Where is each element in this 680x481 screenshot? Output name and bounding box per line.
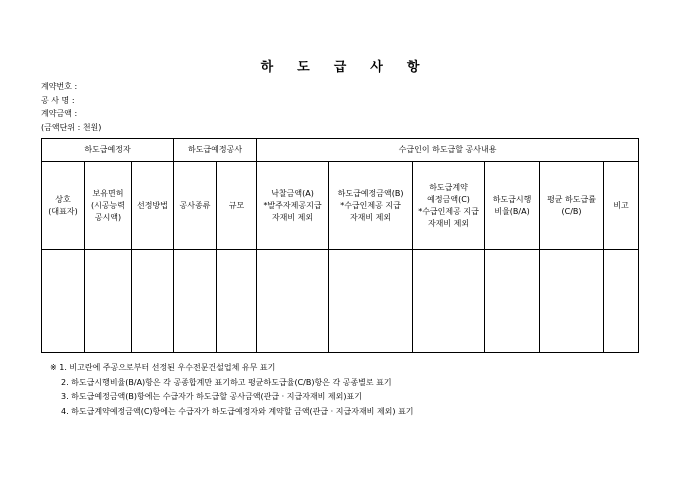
company-name-label: 공 사 명 : — [41, 95, 75, 105]
notes — [50, 361, 414, 419]
title-char: 급 — [333, 60, 347, 75]
cell-name[interactable] — [42, 250, 85, 353]
amount-unit-label: (금액단위 : 천원) — [41, 122, 102, 132]
col-planned-amount-label: 하도급예정금액(B) *수급인제공 지급 자재비 제외 — [337, 188, 404, 222]
title-char: 도 — [297, 60, 310, 75]
title-char: 항 — [406, 60, 420, 75]
note-4: 4. 하도급계약예정금액(C)항에는 수급자가 하도급예정자와 계약할 금액(관급 · 지급자재비 제외) 표기 — [61, 406, 414, 416]
col-planned-amount — [329, 162, 413, 250]
col-remarks: 비고 — [604, 162, 639, 250]
contract-meta — [41, 80, 101, 134]
header-subcontractor: 하도급예정자 — [42, 139, 174, 162]
col-bid-amount — [257, 162, 329, 250]
cell-license[interactable] — [85, 250, 132, 353]
contract-amount-label: 계약금액 : — [41, 109, 78, 118]
subcontract-table — [41, 138, 639, 353]
document-title — [0, 56, 680, 75]
cell-work-type[interactable] — [174, 250, 217, 353]
header-planned-work: 하도급예정공사 — [174, 139, 257, 162]
cell-remarks[interactable] — [604, 250, 639, 353]
note-3: 3. 하도급예정금액(B)항에는 수급자가 하도급할 공사금액(관급 · 지급자재비 제외)표기 — [61, 392, 362, 401]
header-receiver-content: 수급인이 하도급할 공사내용 — [257, 139, 639, 162]
contract-number-label: 계약번호 : — [41, 82, 78, 91]
cell-contract-amount[interactable] — [413, 250, 485, 353]
col-avg-rate — [540, 162, 604, 250]
col-avg-rate-label: 평균 하도급률 (C/B) — [547, 194, 596, 216]
col-selection: 선정방법 — [132, 162, 174, 250]
col-license-label: 보유면허 (시공능력 공시액) — [90, 188, 126, 222]
cell-ratio[interactable] — [485, 250, 540, 353]
title-char: 하 — [260, 60, 274, 75]
col-scale: 규모 — [217, 162, 257, 250]
note-1: ※ 1. 비고란에 주공으로부터 선정된 우수전문건설업체 유무 표기 — [50, 363, 276, 372]
title-char: 사 — [370, 60, 383, 75]
col-contract-amount — [413, 162, 485, 250]
col-ratio-label: 하도급시행 비율(B/A) — [492, 194, 532, 216]
col-name — [42, 162, 85, 250]
col-contract-amount-label: 하도급계약 예정금액(C) *수급인제공 지급 자재비 제외 — [418, 182, 479, 228]
col-license — [85, 162, 132, 250]
col-work-type: 공사종류 — [174, 162, 217, 250]
cell-scale[interactable] — [217, 250, 257, 353]
note-2: 2. 하도급시행비율(B/A)항은 각 공종합계만 표기하고 평균하도급율(C/B)항은 각 공종별로 표기 — [61, 377, 392, 387]
col-bid-amount-label: 낙찰금액(A) *발주자제공지급 자재비 제외 — [263, 188, 322, 222]
cell-bid-amount[interactable] — [257, 250, 329, 353]
col-ratio — [485, 162, 540, 250]
cell-selection[interactable] — [132, 250, 174, 353]
col-name-label: 상호 (대표자) — [48, 194, 78, 216]
cell-avg-rate[interactable] — [540, 250, 604, 353]
cell-planned-amount[interactable] — [329, 250, 413, 353]
